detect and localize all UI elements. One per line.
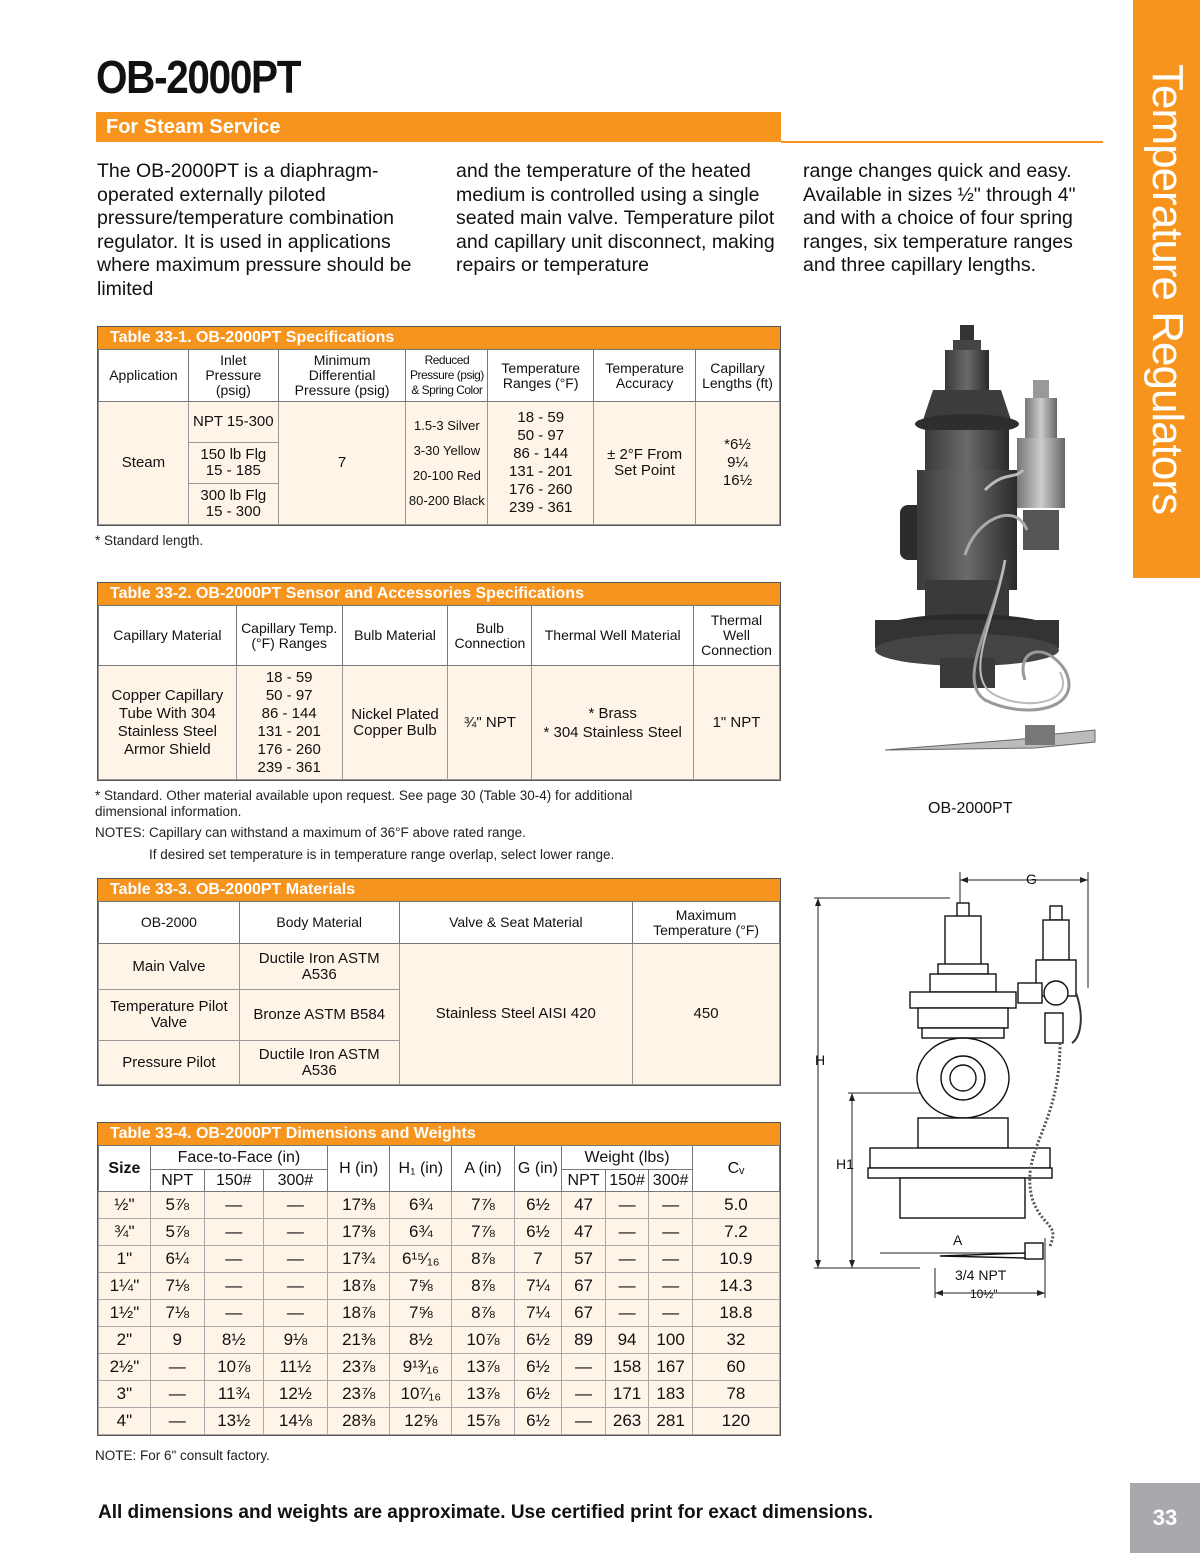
dimension-label-h1: H1 [836,1156,854,1172]
table-cell: 89 [562,1327,606,1354]
regulator-photo [855,320,1105,790]
temp-range: 176 - 260 [509,481,573,498]
table-note: NOTES: Capillary can withstand a maximum of 36°F above rated range. [95,825,526,840]
table-specifications [97,326,781,526]
table-cell: 23⅞ [328,1354,390,1381]
table-cell: 7⅛ [150,1300,204,1327]
table-cell: 450 [633,944,780,1085]
table-row [99,1219,780,1246]
table-cell: — [263,1192,327,1219]
table-cell: — [605,1273,649,1300]
table-cell: 94 [605,1327,649,1354]
intro-column-3 [803,160,1103,278]
table-title: Table 33-1. OB-2000PT Specifications [98,327,780,349]
table-cell [488,402,594,525]
table-cell: 120 [692,1408,779,1435]
table-cell: 15⅞ [452,1408,514,1435]
table-cell: 2½" [99,1354,151,1381]
table-cell: 6¼ [150,1246,204,1273]
table-cell: 10⅞ [452,1327,514,1354]
spring-range: 3-30 Yellow [413,443,481,458]
column-header: G (in) [514,1146,562,1192]
table-cell: — [263,1219,327,1246]
table-cell: — [204,1300,263,1327]
dimension-diagram [810,868,1110,1308]
dimension-label-npt: 3/4 NPT [955,1267,1007,1283]
table-cell: 47 [562,1192,606,1219]
table-cell: — [649,1300,693,1327]
section-subtitle: For Steam Service [96,112,781,142]
capillary-length: 16½ [722,472,753,489]
table-cell: Ductile Iron ASTM A536 [239,944,399,990]
table-dimensions-weights [97,1122,781,1436]
table-cell [406,402,488,525]
table-cell: 1" NPT [694,666,780,780]
table-cell: 183 [649,1381,693,1408]
temp-range: 131 - 201 [257,722,321,740]
table-row [99,1300,780,1327]
column-header: Reduced Pressure (psig) & Spring Color [406,350,488,402]
table-cell: ¾" [99,1219,151,1246]
table-cell: Stainless Steel AISI 420 [399,944,633,1085]
column-header: Temperature Accuracy [594,350,696,402]
intro-column-2 [456,160,782,278]
column-header: Size [99,1146,151,1192]
table-cell: 9 [150,1327,204,1354]
table-cell: 17¾ [328,1246,390,1273]
column-header: OB-2000 [99,902,240,944]
table-sensor-accessories [97,582,781,781]
table-cell: 1" [99,1246,151,1273]
spring-range: 20-100 Red [412,468,481,483]
table-cell: 7¼ [514,1300,562,1327]
dimension-label-length: 10½" [970,1287,998,1301]
subtitle-rule [781,141,1103,143]
table-title: Table 33-3. OB-2000PT Materials [98,879,780,901]
table-note: NOTE: For 6" consult factory. [95,1448,270,1463]
table-cell: 8½ [204,1327,263,1354]
table-cell: 8½ [390,1327,452,1354]
table-cell: — [204,1192,263,1219]
column-group-header: Weight (lbs) [562,1146,693,1170]
table-cell: — [150,1408,204,1435]
table-row [99,1246,780,1273]
table-cell: 18.8 [692,1300,779,1327]
table-cell: 1¼" [99,1273,151,1300]
table-cell: 14.3 [692,1273,779,1300]
table-cell: 100 [649,1327,693,1354]
table-cell: Ductile Iron ASTM A536 [239,1041,399,1085]
table-cell: Bronze ASTM B584 [239,990,399,1041]
intro-text-1: The OB-2000PT is a diaphragm-operated externally piloted pressure/temperature combination regulator. It is used in applications where maximum pressure should be limited [97,160,412,300]
table-cell: 2" [99,1327,151,1354]
column-header: Body Material [239,902,399,944]
column-header: A (in) [452,1146,514,1192]
table-row [99,1273,780,1300]
table-cell: Steam [99,402,189,525]
column-header: Inlet Pressure (psig) [188,350,278,402]
table-cell: 67 [562,1300,606,1327]
table-cell: 12½ [263,1381,327,1408]
table-cell: 13½ [204,1408,263,1435]
spring-range: 1.5-3 Silver [413,418,480,433]
table-cell: 32 [692,1327,779,1354]
table-cell: 7⅝ [390,1273,452,1300]
table-cell: 6½ [514,1219,562,1246]
column-header: Minimum Differential Pressure (psig) [278,350,406,402]
column-header: Bulb Material [342,606,448,666]
column-header: Capillary Material [99,606,237,666]
table-cell: 150 lb Flg 15 - 185 [188,443,278,484]
table-cell: — [263,1273,327,1300]
column-header: 150# [204,1170,263,1192]
table-cell: 8⅞ [452,1246,514,1273]
well-material: * 304 Stainless Steel [543,723,682,741]
table-cell: 17⅜ [328,1219,390,1246]
table-cell: — [204,1219,263,1246]
table-cell: 281 [649,1408,693,1435]
table-row [99,1192,780,1219]
dimension-label-a: A [953,1232,963,1248]
column-header: Capillary Temp. (°F) Ranges [236,606,342,666]
table-cell: 7¼ [514,1273,562,1300]
table-cell: 7⅛ [150,1273,204,1300]
column-header: 300# [649,1170,693,1192]
table-cell: 1½" [99,1300,151,1327]
intro-column-1 [97,160,437,301]
intro-text-2: and the temperature of the heated medium is controlled using a single seated main valve. Temperature pilot and capillary unit disconnect, making repairs or temperature [456,160,775,276]
page-number: 33 [1130,1483,1200,1553]
temp-range: 131 - 201 [509,463,573,480]
table-cell: 6½ [514,1408,562,1435]
table-cell: 10.9 [692,1246,779,1273]
table-cell: 14⅛ [263,1408,327,1435]
column-header: Temperature Ranges (°F) [488,350,594,402]
table-cell: 167 [649,1354,693,1381]
page-title: OB-2000PT [96,51,301,103]
table-cell: 3" [99,1381,151,1408]
table-row [99,1381,780,1408]
table-cell: Nickel Plated Copper Bulb [342,666,448,780]
table-cell: NPT 15-300 [188,402,278,443]
table-row [99,1327,780,1354]
column-header: 300# [263,1170,327,1192]
table-cell: — [204,1246,263,1273]
table-cell: 13⅞ [452,1354,514,1381]
table-note: If desired set temperature is in temperature range overlap, select lower range. [149,847,615,862]
table-cell: 8⅞ [452,1273,514,1300]
table-cell: — [562,1354,606,1381]
table-row [99,1408,780,1435]
table-cell: — [649,1246,693,1273]
table-cell: 9⅛ [263,1327,327,1354]
table-cell: — [605,1219,649,1246]
table-cell: 18⅞ [328,1300,390,1327]
table-footnote: * Standard length. [95,533,204,548]
table-cell: 6½ [514,1381,562,1408]
table-cell: 12⅝ [390,1408,452,1435]
side-tab-label: Temperature Regulators [1142,63,1192,515]
temp-range: 176 - 260 [257,740,321,758]
table-cell: 7⅞ [452,1219,514,1246]
table-cell: 10⁷⁄₁₆ [390,1381,452,1408]
table-cell: 23⅞ [328,1381,390,1408]
dimension-label-g: G [1026,871,1037,887]
table-cell: — [150,1354,204,1381]
table-cell: 47 [562,1219,606,1246]
table-cell: 7.2 [692,1219,779,1246]
table-cell: — [263,1246,327,1273]
table-cell: 67 [562,1273,606,1300]
table-cell: — [649,1192,693,1219]
table-cell: 171 [605,1381,649,1408]
table-cell: Copper Capillary Tube With 304 Stainless Steel Armor Shield [99,666,237,780]
table-cell: — [204,1273,263,1300]
table-cell: 5.0 [692,1192,779,1219]
column-header: Thermal Well Material [532,606,694,666]
table-cell: — [263,1300,327,1327]
dimension-label-h: H [815,1052,826,1068]
table-cell: 28⅜ [328,1408,390,1435]
temp-range: 86 - 144 [261,704,317,722]
table-cell: 6½ [514,1327,562,1354]
table-cell: 57 [562,1246,606,1273]
column-header: Bulb Connection [448,606,532,666]
table-cell: 158 [605,1354,649,1381]
table-cell: 6½ [514,1192,562,1219]
temp-range: 239 - 361 [257,758,321,776]
column-header: NPT [150,1170,204,1192]
table-cell: 9¹³⁄₁₆ [390,1354,452,1381]
capillary-length: *6½ [724,436,751,453]
table-cell: 7⅞ [452,1192,514,1219]
table-cell: — [150,1381,204,1408]
table-cell: — [649,1219,693,1246]
table-cell: 300 lb Flg 15 - 300 [188,484,278,525]
column-header: Cᵥ [692,1146,779,1192]
table-cell: 7⅝ [390,1300,452,1327]
table-cell: 5⅞ [150,1192,204,1219]
table-cell: Main Valve [99,944,240,990]
column-header: H₁ (in) [390,1146,452,1192]
table-cell [236,666,342,780]
temp-range: 50 - 97 [265,686,313,704]
table-cell: 60 [692,1354,779,1381]
table-cell: 78 [692,1381,779,1408]
table-cell: 4" [99,1408,151,1435]
table-row [99,1354,780,1381]
footer-disclaimer: All dimensions and weights are approximate. Use certified print for exact dimensions. [98,1502,873,1523]
table-cell: ± 2°F From Set Point [594,402,696,525]
table-cell [696,402,780,525]
table-cell: 7 [514,1246,562,1273]
table-cell: 6¹⁵⁄₁₆ [390,1246,452,1273]
column-header: NPT [562,1170,606,1192]
capillary-length: 9¼ [727,454,748,471]
temp-range: 50 - 97 [517,427,565,444]
table-cell: 13⅞ [452,1381,514,1408]
table-cell: — [605,1300,649,1327]
temp-range: 239 - 361 [509,499,573,516]
table-cell: 7 [278,402,406,525]
table-cell: 8⅞ [452,1300,514,1327]
table-cell: 6¾ [390,1192,452,1219]
column-header: Capillary Lengths (ft) [696,350,780,402]
column-header: H (in) [328,1146,390,1192]
table-cell: 17⅜ [328,1192,390,1219]
table-cell: ¾" NPT [448,666,532,780]
table-cell [532,666,694,780]
table-cell: 21⅜ [328,1327,390,1354]
table-cell: 11¾ [204,1381,263,1408]
spring-range: 80-200 Black [408,493,485,508]
table-title: Table 33-2. OB-2000PT Sensor and Accessories Specifications [98,583,780,605]
column-group-header: Face-to-Face (in) [150,1146,327,1170]
table-cell: 6¾ [390,1219,452,1246]
table-title: Table 33-4. OB-2000PT Dimensions and Weights [98,1123,780,1145]
table-cell: ½" [99,1192,151,1219]
photo-caption: OB-2000PT [928,800,1013,817]
temp-range: 18 - 59 [265,668,313,686]
table-materials [97,878,781,1086]
table-cell: 11½ [263,1354,327,1381]
temp-range: 86 - 144 [513,445,569,462]
table-cell: — [605,1246,649,1273]
column-header: 150# [605,1170,649,1192]
column-header: Maximum Temperature (°F) [633,902,780,944]
table-cell: — [649,1273,693,1300]
table-cell: 5⅞ [150,1219,204,1246]
table-cell: Pressure Pilot [99,1041,240,1085]
column-header: Application [99,350,189,402]
table-cell: — [562,1408,606,1435]
table-cell: — [605,1192,649,1219]
table-footnote: * Standard. Other material available upon request. See page 30 (Table 30-4) for additional dimensional information. [95,788,633,819]
well-material: * Brass [588,704,637,722]
table-cell: — [562,1381,606,1408]
table-cell: 263 [605,1408,649,1435]
table-cell: 10⅞ [204,1354,263,1381]
intro-text-3: range changes quick and easy. Available in sizes ½" through 4" and with a choice of four spring ranges, six temperature ranges and three capillary lengths. [803,160,1076,276]
table-cell: Temperature Pilot Valve [99,990,240,1041]
column-header: Valve & Seat Material [399,902,633,944]
temp-range: 18 - 59 [517,409,565,426]
table-cell: 6½ [514,1354,562,1381]
column-header: Thermal Well Connection [694,606,780,666]
table-cell: 18⅞ [328,1273,390,1300]
